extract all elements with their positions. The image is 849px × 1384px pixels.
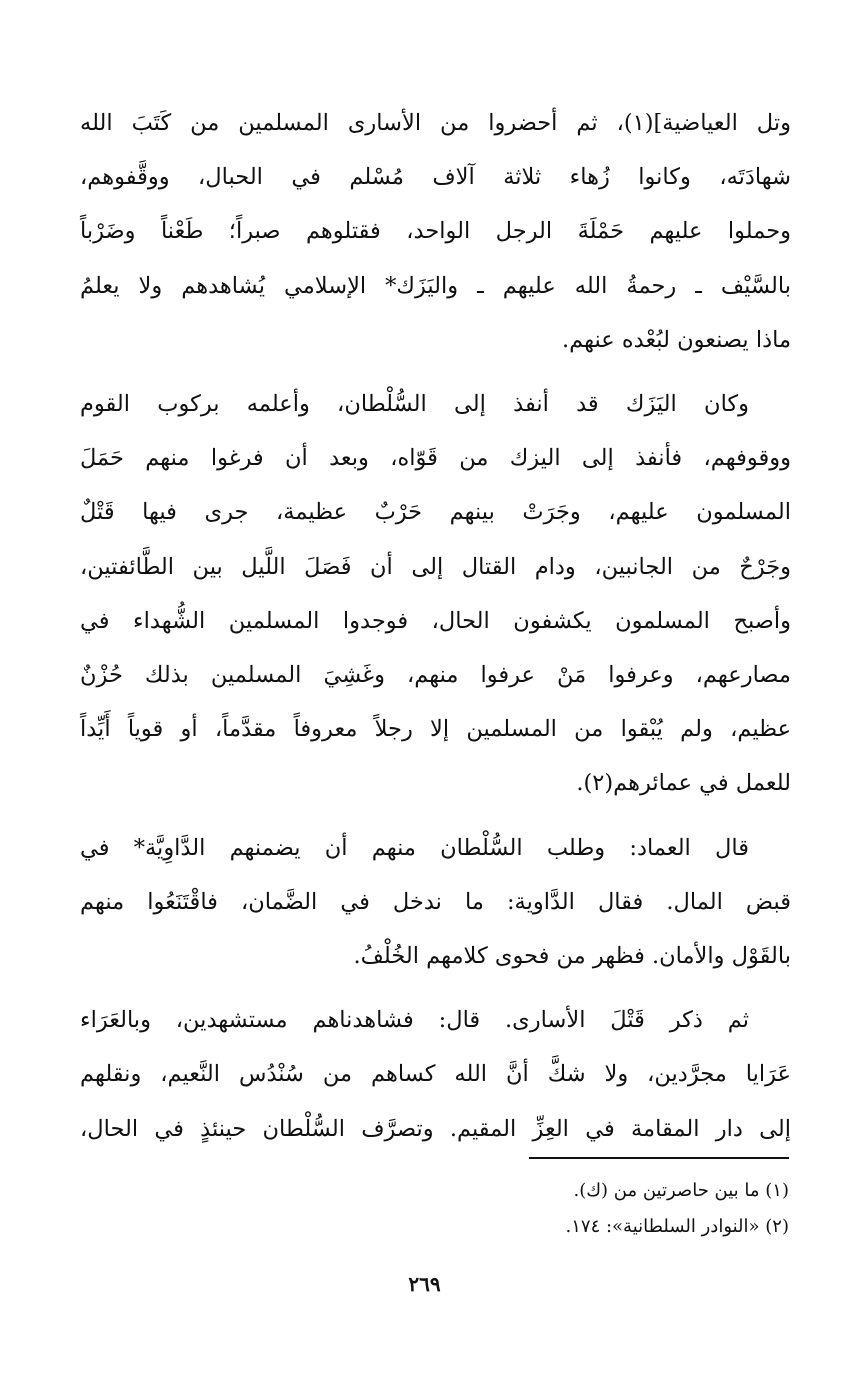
text-line: بالقَوْل والأمان. فظهر من فحوى كلامهم الخُلْفُ. — [353, 943, 791, 970]
text-line: شهادَتَه، وكانوا زُهاء ثلاثة آلاف مُسْلم في الحبال، ووقَّفوهم، — [80, 164, 791, 191]
text-line: ثم ذكر قَتْلَ الأسارى. قال: فشاهدناهم مستشهدين، وبالعَرَاء — [80, 1007, 749, 1034]
text-line: مصارعهم، وعرفوا مَنْ عرفوا منهم، وغَشِيَ المسلمين بذلك حُزْنٌ — [80, 662, 791, 689]
text-line: وحملوا عليهم حَمْلَةَ الرجل الواحد، فقتلوهم صبراً؛ طَعْناً وضَرْباً — [80, 218, 791, 245]
text-line: قبض المال. فقال الدَّاوية: ما ندخل في الضَّمان، فاقْتَنَعُوا منهم — [80, 888, 791, 915]
page-number: ٢٦٩ — [408, 1272, 441, 1296]
text-line: ماذا يصنعون لبُعْده عنهم. — [561, 326, 791, 353]
text-line: وأصبح المسلمون يكشفون الحال، فوجدوا المسلمين الشُّهداء في — [80, 607, 791, 634]
text-line: للعمل في عمائرهم(٢). — [576, 770, 791, 797]
text-line: إلى دار المقامة في العِزِّ المقيم. وتصرَّف السُّلْطان حينئذٍ في الحال، — [80, 1115, 791, 1142]
paragraph-1 — [80, 96, 791, 367]
text-line: عظيم، ولم يُبْقوا من المسلمين إلا رجلاً معروفاً مقدَّماً، أو قوياً أَيِّداً — [80, 716, 791, 743]
footnote-2: (٢) «النوادر السلطانية»: ١٧٤. — [565, 1216, 789, 1237]
body-text — [80, 96, 791, 1166]
text-line: وجَرْحٌ من الجانبين، ودام القتال إلى أن فَصَلَ اللَّيل بين الطَّائفتين، — [80, 553, 791, 580]
text-line: بالسَّيْف ـ رحمةُ الله عليهم ـ واليَزَك* الإسلامي يُشاهدهم ولا يعلمُ — [80, 272, 791, 299]
paragraph-2 — [80, 377, 791, 811]
paragraph-3 — [80, 821, 791, 984]
footnote-divider — [529, 1157, 789, 1159]
text-line: ووقوفهم، فأنفذ إلى اليزك من قَوّاه، وبعد أن فرغوا منهم حَمَلَ — [80, 445, 791, 472]
text-line: وكان اليَزَك قد أنفذ إلى السُّلْطان، وأعلمه بركوب القوم — [80, 391, 749, 418]
text-line: قال العماد: وطلب السُّلْطان منهم أن يضمنهم الدَّاوِيَّة* في — [80, 834, 749, 861]
text-line: المسلمون عليهم، وجَرَتْ بينهم حَرْبٌ عظيمة، جرى فيها قَتْلٌ — [80, 499, 791, 526]
paragraph-4 — [80, 993, 791, 1156]
text-line: عَرَايا مجرَّدين، ولا شكَّ أنَّ الله كساهم من سُنْدُس النَّعيم، ونقلهم — [80, 1061, 791, 1088]
footnote-1: (١) ما بين حاصرتين من (ك). — [573, 1180, 789, 1201]
footnotes — [200, 1173, 789, 1245]
text-line: وتل العياضية](١)، ثم أحضروا من الأسارى المسلمين من كَتَبَ الله — [80, 110, 791, 136]
